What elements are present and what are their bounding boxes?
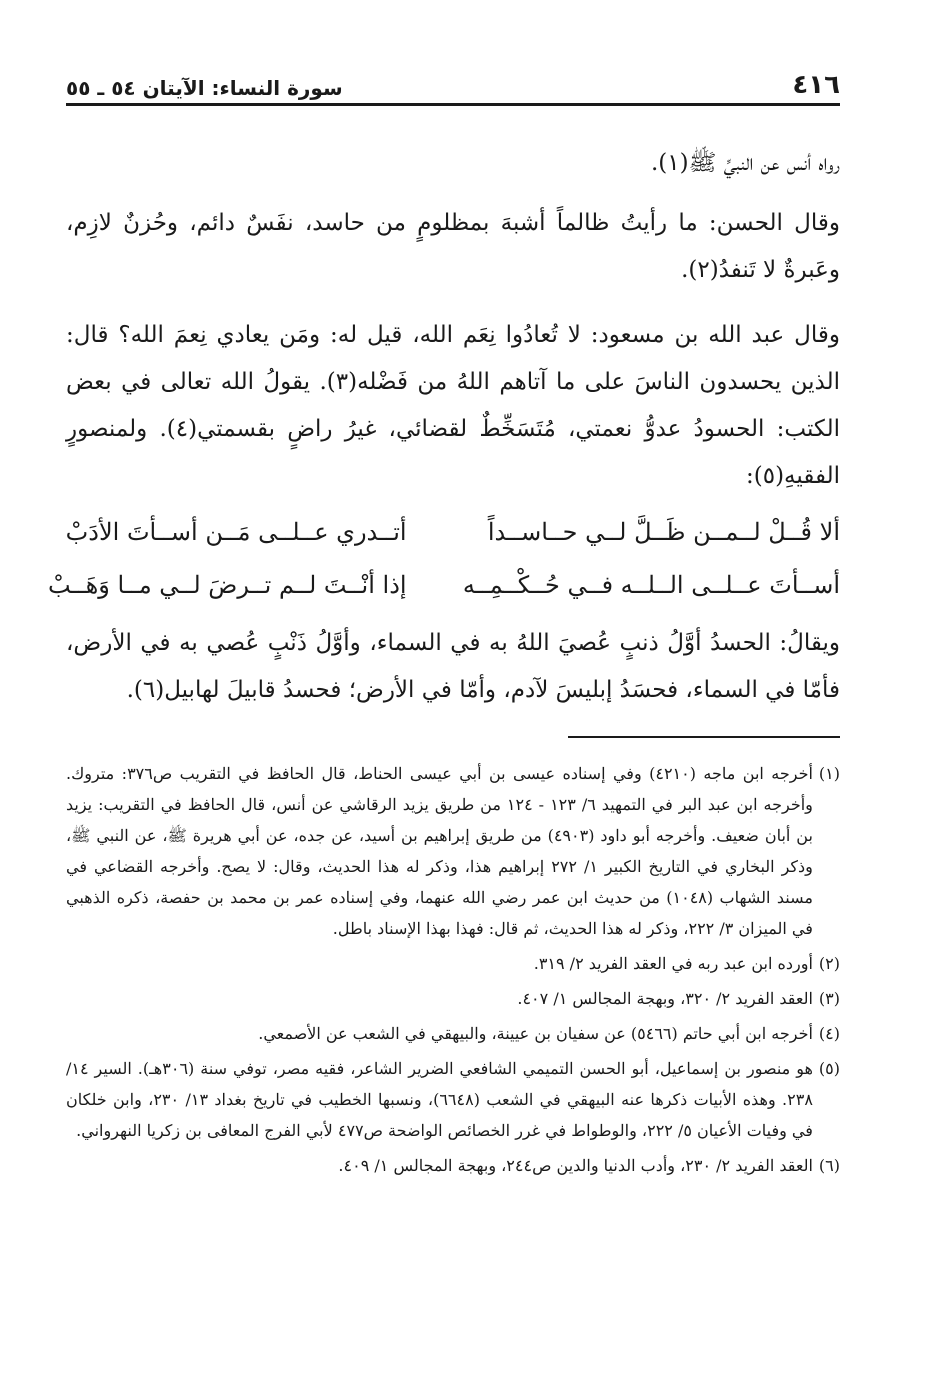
paragraph: وقال الحسن: ما رأيتُ ظالماً أشبهَ بمظلومٍ من حاسد، نفَسٌ دائم، وحُزنٌ لازِم، وعَبرةٌ لا تَنفدُ(٢). bbox=[66, 210, 840, 283]
page-number: ٤١٦ bbox=[792, 70, 840, 100]
footnote-text: أخرجه ابن أبي حاتم (٥٤٦٦) عن سفيان بن عيينة، والبيهقي في الشعب عن الأصمعي. bbox=[258, 1024, 813, 1043]
poem bbox=[47, 506, 840, 612]
footnote-number: (٦) bbox=[818, 1156, 840, 1175]
page-header bbox=[66, 66, 840, 100]
footnote bbox=[66, 983, 840, 1014]
verse-second-hemistich: إذا أنْــتَ لــم تــرضَ لــي مــا وَهَــبْ bbox=[47, 571, 407, 599]
poem-verse bbox=[47, 559, 840, 612]
running-title: سورة النساء: الآيتان ٥٤ ـ ٥٥ bbox=[66, 76, 343, 100]
footnote-number: (٣) bbox=[818, 989, 840, 1008]
verse-first-hemistich: ألا قُــلْ لــمــن ظَــلَّ لــي حــاســداً bbox=[487, 518, 840, 546]
footnote bbox=[66, 1018, 840, 1049]
footnote-text: العقد الفريد ٢/ ٢٣٠، وأدب الدنيا والدين ص٢٤٤، وبهجة المجالس ١/ ٤٠٩. bbox=[338, 1156, 813, 1175]
footnote bbox=[66, 758, 840, 944]
footnote-number: (٤) bbox=[818, 1024, 840, 1043]
footnote bbox=[66, 1150, 840, 1181]
footnote bbox=[66, 1053, 840, 1146]
paragraph: وقال عبد الله بن مسعود: لا تُعادُوا نِعَم الله، قيل له: ومَن يعادي نِعمَ الله؟ قال: الذين يحسدون الناسَ على ما آتاهم اللهُ من فَضْله(٣). يقولُ الله تعالى في بعض الكتب: الحسودُ عدوُّ نعمتي، مُتَسَخِّطٌ لقضائي، غيرُ راضٍ بقسمتي(٤). ولمنصورٍ الفقيهِ(٥): bbox=[66, 322, 840, 489]
footnote-number: (٥) bbox=[818, 1059, 840, 1078]
footnotes bbox=[66, 758, 840, 1185]
footnote bbox=[66, 948, 840, 979]
paragraph: ويقالُ: الحسدُ أوَّلُ ذنبٍ عُصيَ اللهُ به في السماء، وأوَّلُ ذَنْبٍ عُصي به في الأرض، فأمّا في السماء، فحسَدُ إبليسَ لآدم، وأمّا في الأرض؛ فحسدُ قابيلَ لهابيل(٦). bbox=[66, 630, 840, 703]
header-rule bbox=[66, 103, 840, 106]
verse-second-hemistich: أتــدري عــلــى مَــن أســأتَ الأدَبْ bbox=[65, 518, 407, 546]
paragraph: رواه أنس عن النبيِّ ﷺ(١). bbox=[650, 150, 840, 176]
footnote-text: أورده ابن عبد ربه في العقد الفريد ٢/ ٣١٩. bbox=[533, 954, 813, 973]
footnote-number: (١) bbox=[818, 764, 840, 783]
footnote-number: (٢) bbox=[818, 954, 840, 973]
footnote-text: العقد الفريد ٢/ ٣٢٠، وبهجة المجالس ١/ ٤٠٧. bbox=[517, 989, 813, 1008]
footnote-text: أخرجه ابن ماجه (٤٢١٠) وفي إسناده عيسى بن أبي عيسى الحناط، قال الحافظ في التقريب ص٣٧٦: متروك. وأخرجه ابن عبد البر في التمهيد ٦/ ١٢٣ - ١٢٤ من طريق يزيد الرقاشي عن أنس، قال الحافظ في التقريب: يزيد بن أبان ضعيف. وأخرجه أبو داود (٤٩٠٣) من طريق إبراهيم بن أسيد، عن جده، عن أبي هريرة ﷺ، عن النبي ﷺ، وذكر البخاري في التاريخ الكبير ١/ ٢٧٢ إبراهيم هذا، وذكر له هذا الحديث، وقال: لا يصح. وأخرجه القضاعي في مسند الشهاب (١٠٤٨) من حديث ابن عمر رضي الله عنهما، وفي إسناده عمر بن محمد بن حفصة، ذكره الذهبي في الميزان ٣/ ٢٢٢، وذكر له هذا الحديث، ثم قال: فهذا بهذا الإسناد باطل. bbox=[66, 764, 813, 938]
poem-verse bbox=[66, 506, 840, 559]
main-text bbox=[47, 140, 840, 716]
verse-first-hemistich: أســأتَ عــلــى الــلــه فــي حُــكْــمِــه bbox=[462, 571, 840, 599]
footnote-separator bbox=[568, 736, 840, 738]
footnote-text: هو منصور بن إسماعيل، أبو الحسن التميمي الشافعي الضرير الشاعر، فقيه مصر، توفي سنة (٣٠٦هـ). السير ١٤/ ٢٣٨. وهذه الأبيات ذكرها عنه البيهقي في الشعب (٦٦٤٨)، ونسبها الخطيب في تاريخ بغداد ١٣/ ٢٣٠، وابن خلكان في وفيات الأعيان ٥/ ٢٢٢، والوطواط في غرر الخصائص الواضحة ص٤٧٧ لأبي الفرج المعافى بن زكريا النهرواني. bbox=[66, 1059, 813, 1140]
